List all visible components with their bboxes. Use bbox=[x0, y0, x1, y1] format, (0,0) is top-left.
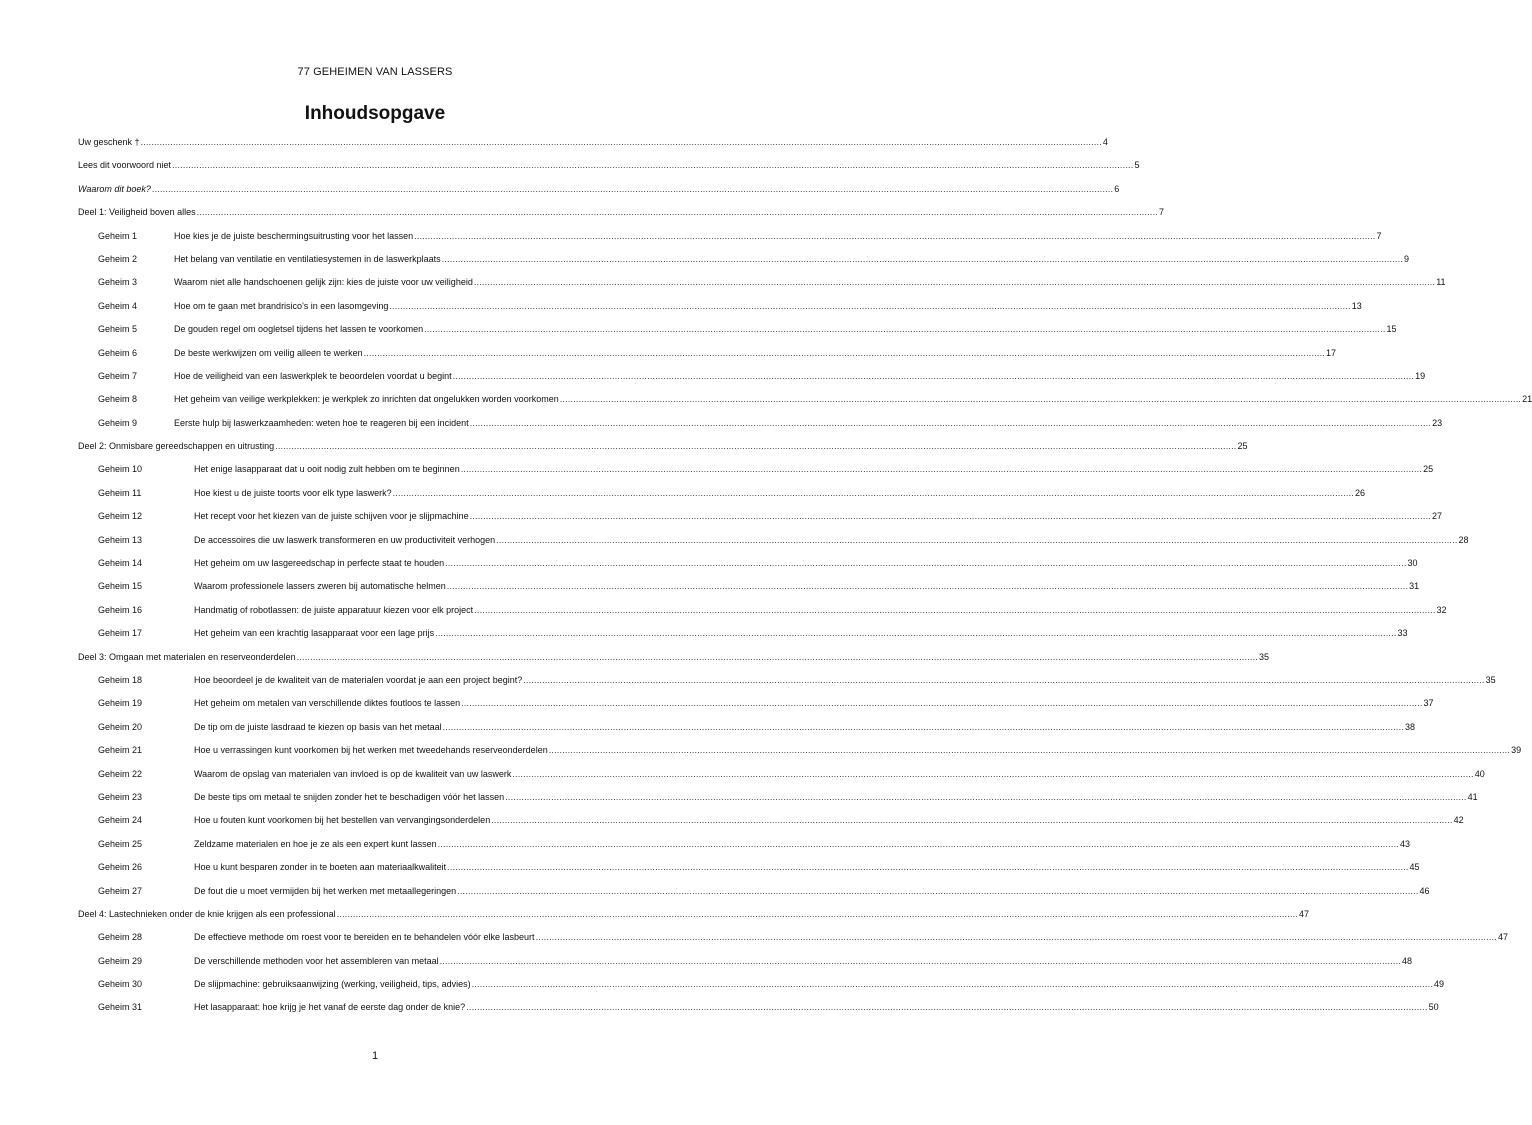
toc-secret-label: Geheim 31 bbox=[98, 1002, 143, 1013]
toc-secret-label: Geheim 7 bbox=[98, 370, 138, 381]
toc-entry-title: Het recept voor het kiezen van de juiste schijven voor je slijpmachine bbox=[194, 511, 469, 522]
toc-leader-dots bbox=[442, 252, 1403, 266]
toc-part-entry[interactable] bbox=[78, 205, 1164, 228]
toc-leader-dots bbox=[424, 322, 1385, 336]
toc-secret-entry[interactable] bbox=[78, 556, 1418, 579]
toc-entry-title: De slijpmachine: gebruiksaanwijzing (werking, veiligheid, tips, advies) bbox=[194, 979, 471, 990]
toc-leader-dots bbox=[496, 533, 1457, 547]
toc-secret-entry[interactable] bbox=[78, 720, 1416, 743]
toc-entry-title: Uw geschenk † bbox=[78, 137, 140, 147]
toc-leader-dots bbox=[438, 837, 1399, 851]
page-title: Inhoudsopgave bbox=[304, 103, 446, 124]
toc-secret-label: Geheim 2 bbox=[98, 253, 138, 264]
toc-entry-title: Hoe u fouten kunt voorkomen bij het bestellen van vervangingsonderdelen bbox=[194, 815, 491, 826]
toc-secret-label: Geheim 4 bbox=[98, 300, 138, 311]
toc-entry-page: 41 bbox=[1467, 791, 1478, 802]
toc-entry-title: Zeldzame materialen en hoe je ze als een expert kunt lassen bbox=[194, 838, 437, 849]
toc-part-entry[interactable] bbox=[78, 650, 1270, 673]
toc-secret-entry[interactable] bbox=[78, 626, 1408, 649]
toc-leader-dots bbox=[461, 696, 1422, 710]
toc-secret-entry[interactable] bbox=[78, 767, 1485, 790]
toc-entry-page: 11 bbox=[1436, 277, 1446, 288]
toc-entry-page: 4 bbox=[1102, 137, 1108, 147]
toc-entry-title: Hoe u verrassingen kunt voorkomen bij het werken met tweedehands reserveonderdelen bbox=[194, 745, 548, 756]
toc-entry-page: 27 bbox=[1432, 511, 1443, 522]
toc-entry-title: Handmatig of robotlassen: de juiste apparatuur kiezen voor elk project bbox=[194, 604, 474, 615]
toc-entry-title: Het lasapparaat: hoe krijg je het vanaf de eerste dag onder de knie? bbox=[194, 1002, 466, 1013]
toc-entry-title: De verschillende methoden voor het assembleren van metaal bbox=[194, 955, 439, 966]
toc-entry-page: 35 bbox=[1485, 674, 1496, 685]
toc-secret-entry[interactable] bbox=[78, 299, 1362, 322]
toc-leader-dots bbox=[435, 626, 1396, 640]
toc-secret-label: Geheim 18 bbox=[98, 674, 143, 685]
running-header: 77 GEHEIMEN VAN LASSERS bbox=[297, 66, 453, 78]
toc-secret-label: Geheim 27 bbox=[98, 885, 143, 896]
toc-leader-dots bbox=[364, 346, 1325, 360]
toc-entry-page: 49 bbox=[1434, 979, 1445, 990]
toc-secret-label: Geheim 17 bbox=[98, 628, 143, 639]
toc-secret-entry[interactable] bbox=[78, 416, 1443, 439]
toc-secret-label: Geheim 13 bbox=[98, 534, 143, 545]
toc-entry-title: Het geheim om metalen van verschillende diktes foutloos te lassen bbox=[194, 698, 461, 709]
toc-secret-entry[interactable] bbox=[78, 813, 1464, 836]
toc-secret-label: Geheim 12 bbox=[98, 511, 143, 522]
toc-leader-dots bbox=[389, 299, 1350, 313]
toc-secret-label: Geheim 29 bbox=[98, 955, 143, 966]
toc-secret-label: Geheim 9 bbox=[98, 417, 138, 428]
toc-leader-dots bbox=[172, 158, 1133, 172]
toc-leader-dots bbox=[505, 790, 1466, 804]
toc-entry-title: Hoe om te gaan met brandrisico's in een lasomgeving bbox=[174, 300, 389, 311]
toc-entry-title: De gouden regel om oogletsel tijdens het lassen te voorkomen bbox=[174, 324, 424, 335]
table-of-contents bbox=[78, 135, 1532, 1024]
toc-leader-dots bbox=[472, 977, 1433, 991]
toc-secret-entry[interactable] bbox=[78, 696, 1434, 719]
toc-leader-dots bbox=[275, 439, 1236, 453]
toc-entry-title: De beste tips om metaal te snijden zonder het te beschadigen vóór het lassen bbox=[194, 791, 505, 802]
toc-entry-page: 40 bbox=[1474, 768, 1485, 779]
toc-secret-label: Geheim 25 bbox=[98, 838, 143, 849]
toc-entry-page: 50 bbox=[1428, 1002, 1439, 1013]
toc-part-entry[interactable] bbox=[78, 439, 1248, 462]
toc-entry-title: Hoe beoordeel je de kwaliteit van de materialen voordat je aan een project begint? bbox=[194, 674, 523, 685]
toc-entry-page: 37 bbox=[1423, 698, 1434, 709]
toc-leader-dots bbox=[466, 1000, 1427, 1014]
toc-entry-title: Waarom professionele lassers zweren bij automatische helmen bbox=[194, 581, 446, 592]
toc-leader-dots bbox=[141, 135, 1102, 149]
toc-entry-title: Waarom niet alle handschoenen gelijk zijn: kies de juiste voor uw veiligheid bbox=[174, 277, 473, 288]
toc-secret-entry[interactable] bbox=[78, 977, 1445, 1000]
toc-secret-entry[interactable] bbox=[78, 486, 1365, 509]
toc-leader-dots bbox=[440, 954, 1401, 968]
toc-entry-title: De effectieve methode om roest voor te bereiden en te behandelen vóór elke lasbeurt bbox=[194, 932, 535, 943]
toc-entry-page: 19 bbox=[1415, 370, 1426, 381]
toc-secret-label: Geheim 20 bbox=[98, 721, 143, 732]
toc-entry-page: 25 bbox=[1423, 464, 1434, 475]
toc-secret-label: Geheim 15 bbox=[98, 581, 143, 592]
toc-leader-dots bbox=[457, 884, 1418, 898]
toc-entry-title: Deel 2: Onmisbare gereedschappen en uitrusting bbox=[78, 441, 275, 452]
toc-entry-title: Het enige lasapparaat dat u ooit nodig zult hebben om te beginnen bbox=[194, 464, 460, 475]
toc-secret-entry[interactable] bbox=[78, 884, 1430, 907]
toc-entry-page: 32 bbox=[1436, 604, 1447, 615]
toc-secret-label: Geheim 21 bbox=[98, 745, 143, 756]
toc-secret-label: Geheim 23 bbox=[98, 791, 143, 802]
toc-secret-label: Geheim 6 bbox=[98, 347, 138, 358]
toc-entry-page: 7 bbox=[1376, 230, 1382, 241]
toc-secret-entry[interactable] bbox=[78, 252, 1410, 275]
toc-entry-title: Waarom de opslag van materialen van invloed is op de kwaliteit van uw laswerk bbox=[194, 768, 512, 779]
toc-entry-title: Het geheim van een krachtig lasapparaat voor een lage prijs bbox=[194, 628, 435, 639]
toc-leader-dots bbox=[523, 673, 1484, 687]
toc-secret-entry[interactable] bbox=[78, 275, 1446, 298]
toc-entry-page: 33 bbox=[1397, 628, 1408, 639]
toc-leader-dots bbox=[443, 720, 1404, 734]
toc-part-entry[interactable] bbox=[78, 182, 1120, 205]
toc-part-entry[interactable] bbox=[78, 135, 1108, 158]
toc-entry-title: Hoe de veiligheid van een laswerkplek te beoordelen voordat u begint bbox=[174, 370, 452, 381]
toc-entry-page: 38 bbox=[1405, 721, 1416, 732]
toc-leader-dots bbox=[197, 205, 1158, 219]
toc-secret-entry[interactable] bbox=[78, 930, 1508, 953]
toc-secret-entry[interactable] bbox=[78, 743, 1522, 766]
toc-entry-page: 45 bbox=[1409, 862, 1420, 873]
toc-secret-entry[interactable] bbox=[78, 837, 1411, 860]
toc-part-entry[interactable] bbox=[78, 158, 1140, 181]
toc-entry-page: 39 bbox=[1511, 745, 1522, 756]
toc-leader-dots bbox=[297, 650, 1258, 664]
toc-leader-dots bbox=[337, 907, 1298, 921]
toc-entry-title: Deel 4: Lastechnieken onder de knie krijgen als een professional bbox=[78, 908, 336, 919]
toc-leader-dots bbox=[474, 275, 1435, 289]
toc-entry-page: 25 bbox=[1237, 441, 1248, 452]
toc-secret-entry[interactable] bbox=[78, 346, 1336, 369]
toc-leader-dots bbox=[414, 229, 1375, 243]
toc-secret-entry[interactable] bbox=[78, 860, 1420, 883]
toc-entry-page: 21 bbox=[1522, 394, 1532, 405]
toc-entry-title: Hoe u kunt besparen zonder in te boeten aan materiaalkwaliteit bbox=[194, 862, 447, 873]
toc-secret-label: Geheim 19 bbox=[98, 698, 143, 709]
toc-entry-title: Het belang van ventilatie en ventilatiesystemen in de laswerkplaats bbox=[174, 253, 441, 264]
toc-secret-entry[interactable] bbox=[78, 790, 1478, 813]
toc-secret-label: Geheim 26 bbox=[98, 862, 143, 873]
toc-entry-title: De beste werkwijzen om veilig alleen te werken bbox=[174, 347, 363, 358]
toc-leader-dots bbox=[447, 579, 1408, 593]
toc-entry-page: 13 bbox=[1351, 300, 1362, 311]
toc-secret-entry[interactable] bbox=[78, 229, 1382, 252]
toc-leader-dots bbox=[491, 813, 1452, 827]
toc-secret-label: Geheim 3 bbox=[98, 277, 138, 288]
toc-leader-dots bbox=[470, 416, 1431, 430]
toc-leader-dots bbox=[470, 509, 1431, 523]
toc-secret-entry[interactable] bbox=[78, 579, 1420, 602]
toc-secret-label: Geheim 22 bbox=[98, 768, 143, 779]
toc-entry-page: 47 bbox=[1497, 932, 1508, 943]
toc-entry-title: Het geheim om uw lasgereedschap in perfecte staat te houden bbox=[194, 558, 445, 569]
toc-entry-page: 47 bbox=[1299, 908, 1310, 919]
toc-entry-page: 43 bbox=[1400, 838, 1411, 849]
toc-entry-page: 17 bbox=[1325, 347, 1336, 358]
toc-secret-entry[interactable] bbox=[78, 954, 1413, 977]
toc-secret-entry[interactable] bbox=[78, 533, 1469, 556]
toc-entry-title: De tip om de juiste lasdraad te kiezen op basis van het metaal bbox=[194, 721, 442, 732]
toc-entry-page: 35 bbox=[1259, 651, 1270, 662]
toc-entry-page: 5 bbox=[1134, 160, 1140, 171]
toc-leader-dots bbox=[152, 182, 1113, 196]
toc-leader-dots bbox=[393, 486, 1354, 500]
toc-entry-page: 7 bbox=[1158, 207, 1164, 218]
toc-leader-dots bbox=[536, 930, 1497, 944]
toc-entry-title: Deel 1: Veiligheid boven alles bbox=[78, 207, 196, 218]
toc-leader-dots bbox=[560, 392, 1521, 406]
toc-secret-entry[interactable] bbox=[78, 673, 1496, 696]
toc-leader-dots bbox=[453, 369, 1414, 383]
toc-secret-label: Geheim 8 bbox=[98, 394, 138, 405]
toc-entry-title: De fout die u moet vermijden bij het werken met metaallegeringen bbox=[194, 885, 457, 896]
toc-entry-page: 23 bbox=[1432, 417, 1443, 428]
toc-entry-title: Deel 3: Omgaan met materialen en reserveonderdelen bbox=[78, 651, 296, 662]
toc-entry-page: 31 bbox=[1409, 581, 1420, 592]
toc-secret-label: Geheim 30 bbox=[98, 979, 143, 990]
toc-secret-label: Geheim 1 bbox=[98, 230, 138, 241]
toc-entry-title: Het geheim van veilige werkplekken: je werkplek zo inrichten dat ongelukken worden voorkomen bbox=[174, 394, 559, 405]
toc-secret-label: Geheim 14 bbox=[98, 558, 143, 569]
toc-secret-entry[interactable] bbox=[78, 603, 1447, 626]
toc-entry-page: 28 bbox=[1458, 534, 1469, 545]
toc-secret-entry[interactable] bbox=[78, 509, 1443, 532]
toc-secret-label: Geheim 24 bbox=[98, 815, 143, 826]
toc-secret-label: Geheim 10 bbox=[98, 464, 143, 475]
toc-secret-entry[interactable] bbox=[78, 322, 1397, 345]
toc-secret-entry[interactable] bbox=[78, 462, 1434, 485]
toc-entry-title: Eerste hulp bij laswerkzaamheden: weten hoe te reageren bij een incident bbox=[174, 417, 469, 428]
toc-entry-title: Hoe kies je de juiste beschermingsuitrusting voor het lassen bbox=[174, 230, 414, 241]
toc-part-entry[interactable] bbox=[78, 907, 1310, 930]
toc-entry-page: 42 bbox=[1453, 815, 1464, 826]
toc-entry-page: 30 bbox=[1407, 558, 1418, 569]
toc-leader-dots bbox=[445, 556, 1406, 570]
page-number: 1 bbox=[371, 1050, 379, 1062]
toc-leader-dots bbox=[447, 860, 1408, 874]
toc-entry-page: 26 bbox=[1354, 487, 1365, 498]
toc-entry-title: Waarom dit boek? bbox=[78, 183, 151, 194]
toc-secret-label: Geheim 28 bbox=[98, 932, 143, 943]
toc-leader-dots bbox=[461, 462, 1422, 476]
toc-entry-title: Lees dit voorwoord niet bbox=[78, 160, 172, 171]
toc-secret-label: Geheim 16 bbox=[98, 604, 143, 615]
toc-entry-title: Hoe kiest u de juiste toorts voor elk type laswerk? bbox=[194, 487, 392, 498]
toc-entry-page: 46 bbox=[1419, 885, 1430, 896]
toc-secret-label: Geheim 5 bbox=[98, 324, 138, 335]
toc-leader-dots bbox=[549, 743, 1510, 757]
toc-leader-dots bbox=[512, 767, 1473, 781]
toc-entry-page: 9 bbox=[1404, 253, 1410, 264]
toc-secret-entry[interactable] bbox=[78, 392, 1532, 415]
toc-entry-title: De accessoires die uw laswerk transformeren en uw productiviteit verhogen bbox=[194, 534, 496, 545]
toc-leader-dots bbox=[474, 603, 1435, 617]
toc-entry-page: 15 bbox=[1386, 324, 1397, 335]
toc-secret-entry[interactable] bbox=[78, 369, 1426, 392]
toc-entry-page: 6 bbox=[1114, 183, 1120, 194]
toc-entry-page: 48 bbox=[1402, 955, 1413, 966]
toc-secret-entry[interactable] bbox=[78, 1000, 1439, 1023]
toc-secret-label: Geheim 11 bbox=[98, 487, 142, 498]
